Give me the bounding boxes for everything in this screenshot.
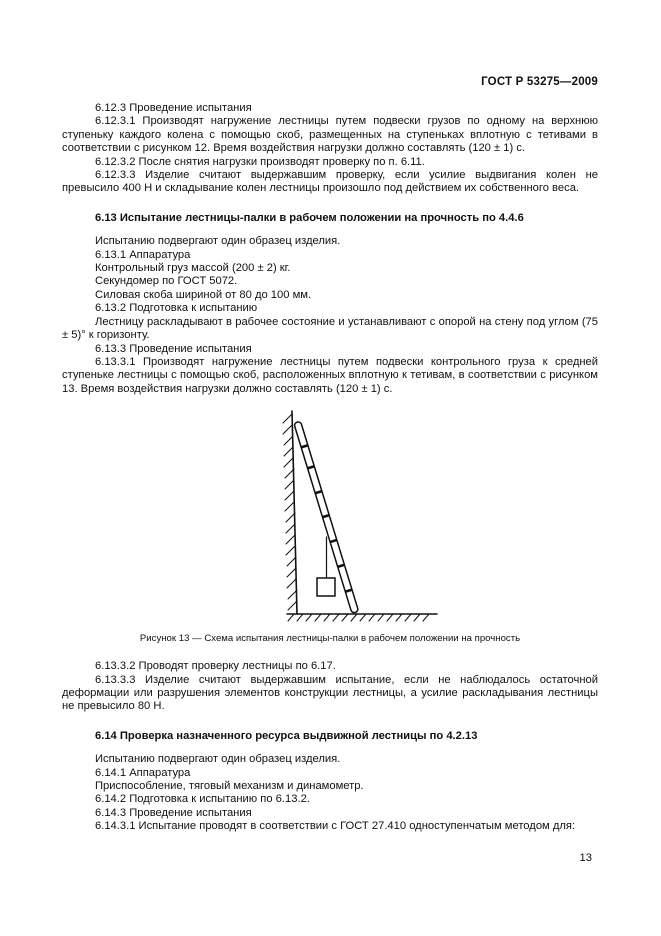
figure-13-caption: Рисунок 13 — Схема испытания лестницы-палки в рабочем положении на прочность [139,633,521,645]
paragraph-6-13-3-1: 6.13.3.1 Производят нагружение лестницы путем подвески контрольного груза к средней ступеньке лестницы с помощью скоб, расположенных вплотную к тетивам, в соответствии с рисунком 13. Время воздействия нагрузки должно составлять (120 ± 1) с. [62,355,598,395]
paragraph-6-14-sample: Испытанию подвергают один образец изделия. [95,753,341,766]
paragraph-6-13-sample: Испытанию подвергают один образец изделия. [95,235,341,248]
paragraph-6-13-3-3: 6.13.3.3 Изделие считают выдержавшим испытание, если не наблюдалось остаточной деформации или разрушения элементов конструкции лестницы, а усилие раскладывания лестницы не превысило 80 Н. [62,673,598,713]
paragraph-6-13-1-load: Контрольный груз массой (200 ± 2) кг. [95,262,291,275]
paragraph-6-12-3-2: 6.12.3.2 После снятия нагрузки производят проверку по п. 6.11. [95,155,425,168]
paragraph-6-13-2: 6.13.2 Подготовка к испытанию [95,302,258,315]
paragraph-6-13-3-2: 6.13.3.2 Проводят проверку лестницы по 6.17. [95,660,336,673]
paragraph-6-13-3: 6.13.3 Проведение испытания [95,342,252,355]
heading-6-14: 6.14 Проверка назначенного ресурса выдвижной лестницы по 4.2.13 [95,729,478,742]
paragraph-6-14-1: 6.14.1 Аппаратура [95,766,191,779]
paragraph-6-13-1: 6.13.1 Аппаратура [95,248,191,261]
paragraph-6-12-3-1: 6.12.3.1 Производят нагружение лестницы путем подвески грузов по одному на верхнюю ступеньку каждого колена с помощью скоб, размещенных на ступеньках вплотную с тетивами в соответствии с рисунком 12. Время воздействия нагрузки должно составлять (120 ± 1) с. [62,115,598,155]
weight-box [317,578,335,596]
paragraph-6-13-1-timer: Секундомер по ГОСТ 5072. [95,275,238,288]
paragraph-6-12-3: 6.12.3 Проведение испытания [95,102,252,114]
paragraph-6-13-2-setup: Лестницу раскладывают в рабочее состояние и устанавливают с опорой на стену под углом (75 ± 5)° к горизонту. [62,315,598,342]
paragraph-6-14-2: 6.14.2 Подготовка к испытанию по 6.13.2. [95,793,310,806]
paragraph-6-13-1-clamp: Силовая скоба шириной от 80 до 100 мм. [95,288,312,301]
ladder-wall-diagram [230,408,450,628]
figure-13 [62,408,598,628]
ground-hatching [288,614,429,621]
heading-6-13: 6.13 Испытание лестницы-палки в рабочем положении на прочность по 4.4.6 [95,211,524,224]
paragraph-6-14-1-app: Приспособление, тяговый механизм и динамометр. [95,779,364,792]
paragraph-6-14-3: 6.14.3 Проведение испытания [95,806,252,819]
header-doc-code: ГОСТ Р 53275—2009 [481,76,598,88]
paragraph-6-12-3-3: 6.12.3.3 Изделие считают выдержавшим проверку, если усилие выдвигания колен не превысило 400 Н и складывание колен лестницы произошло под действием их собственного веса. [62,169,598,195]
page-number: 13 [579,851,592,864]
wall-line [292,411,297,614]
paragraph-6-14-3-1: 6.14.3.1 Испытание проводят в соответствии с ГОСТ 27.410 одноступенчатым методом для: [95,820,576,833]
